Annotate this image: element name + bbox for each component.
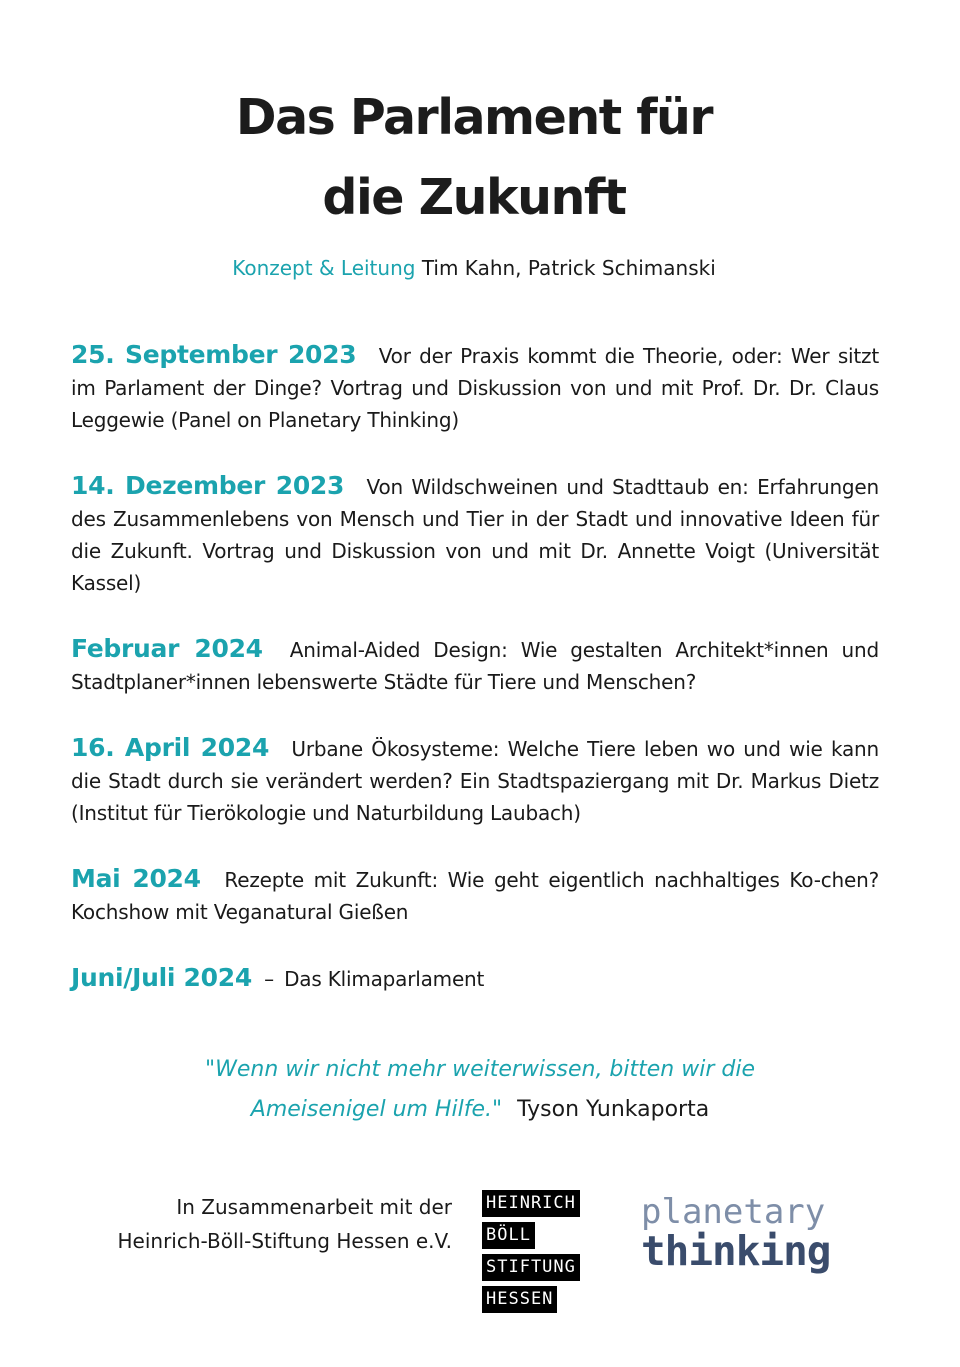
event-date: 14. Dezember 2023 xyxy=(71,471,345,500)
quote-author: Tyson Yunkaporta xyxy=(517,1097,710,1122)
event-date: Mai 2024 xyxy=(71,864,201,893)
event-item xyxy=(71,470,879,599)
quote-line-1: "Wenn wir nicht mehr weiterwissen, bitten wir die xyxy=(205,1057,755,1082)
page-title xyxy=(0,78,948,238)
collaboration-note xyxy=(118,1190,453,1258)
logo-line: BÖLL xyxy=(482,1222,535,1249)
event-item xyxy=(71,633,879,698)
event-date: 25. September 2023 xyxy=(71,340,357,369)
logo-line: HESSEN xyxy=(482,1286,557,1313)
collaboration-line-2: Heinrich-Böll-Stiftung Hessen e.V. xyxy=(117,1229,452,1253)
event-text: Von Wildschweinen und Stadttaub en: Erfahrungen des Zusammenlebens von Mensch und Tier in der Stadt und innovative Ideen für die Zukunft. Vortrag und Diskussion von und mit Dr. Annette Voigt (Universität Kassel) xyxy=(71,475,879,595)
credits-label: Konzept & Leitung xyxy=(232,256,416,280)
event-date: Juni/Juli 2024 xyxy=(71,963,252,992)
event-text: Vor der Praxis kommt die Theorie, oder: Wer sitzt im Parlament der Dinge? Vortrag und Diskussion von und mit Prof. Dr. Dr. Claus Leggewie (Panel on Planetary Thinking) xyxy=(71,344,879,432)
event-item xyxy=(71,863,879,928)
event-date: 16. April 2024 xyxy=(71,733,270,762)
planetary-thinking-logo xyxy=(641,1192,831,1275)
credits xyxy=(0,253,948,283)
event-text: Urbane Ökosysteme: Welche Tiere leben wo und wie kann die Stadt durch sie verändert werden? Ein Stadtspaziergang mit Dr. Markus Dietz (Institut für Tierökologie und Naturbildung Laubach) xyxy=(71,737,879,825)
event-item xyxy=(71,962,879,995)
event-item xyxy=(71,732,879,829)
logo-line: HEINRICH xyxy=(482,1190,580,1217)
event-date: Februar 2024 xyxy=(71,634,263,663)
credits-names: Tim Kahn, Patrick Schimanski xyxy=(421,256,716,280)
event-item xyxy=(71,339,879,436)
quote xyxy=(0,1050,960,1130)
event-list xyxy=(71,339,879,1029)
collaboration-line-1: In Zusammenarbeit mit der xyxy=(176,1195,452,1219)
logo-line-thinking: thinking xyxy=(641,1227,831,1275)
title-line-2: die Zukunft xyxy=(322,169,626,226)
logo-line: STIFTUNG xyxy=(482,1254,580,1281)
title-line-1: Das Parlament für xyxy=(235,89,713,146)
event-text: Das Klimaparlament xyxy=(284,967,485,991)
heinrich-boell-logo xyxy=(482,1190,580,1318)
event-text: Rezepte mit Zukunft: Wie geht eigentlich nachhaltiges Ko-chen? Kochshow mit Veganatural Gießen xyxy=(71,868,879,924)
event-text: Animal-Aided Design: Wie gestalten Architekt*innen und Stadtplaner*innen lebenswerte Städte für Tiere und Menschen? xyxy=(71,638,879,694)
quote-line-2: Ameisenigel um Hilfe." xyxy=(250,1097,503,1122)
logo-line-planetary: planetary xyxy=(641,1192,826,1232)
event-separator: – xyxy=(264,967,274,991)
